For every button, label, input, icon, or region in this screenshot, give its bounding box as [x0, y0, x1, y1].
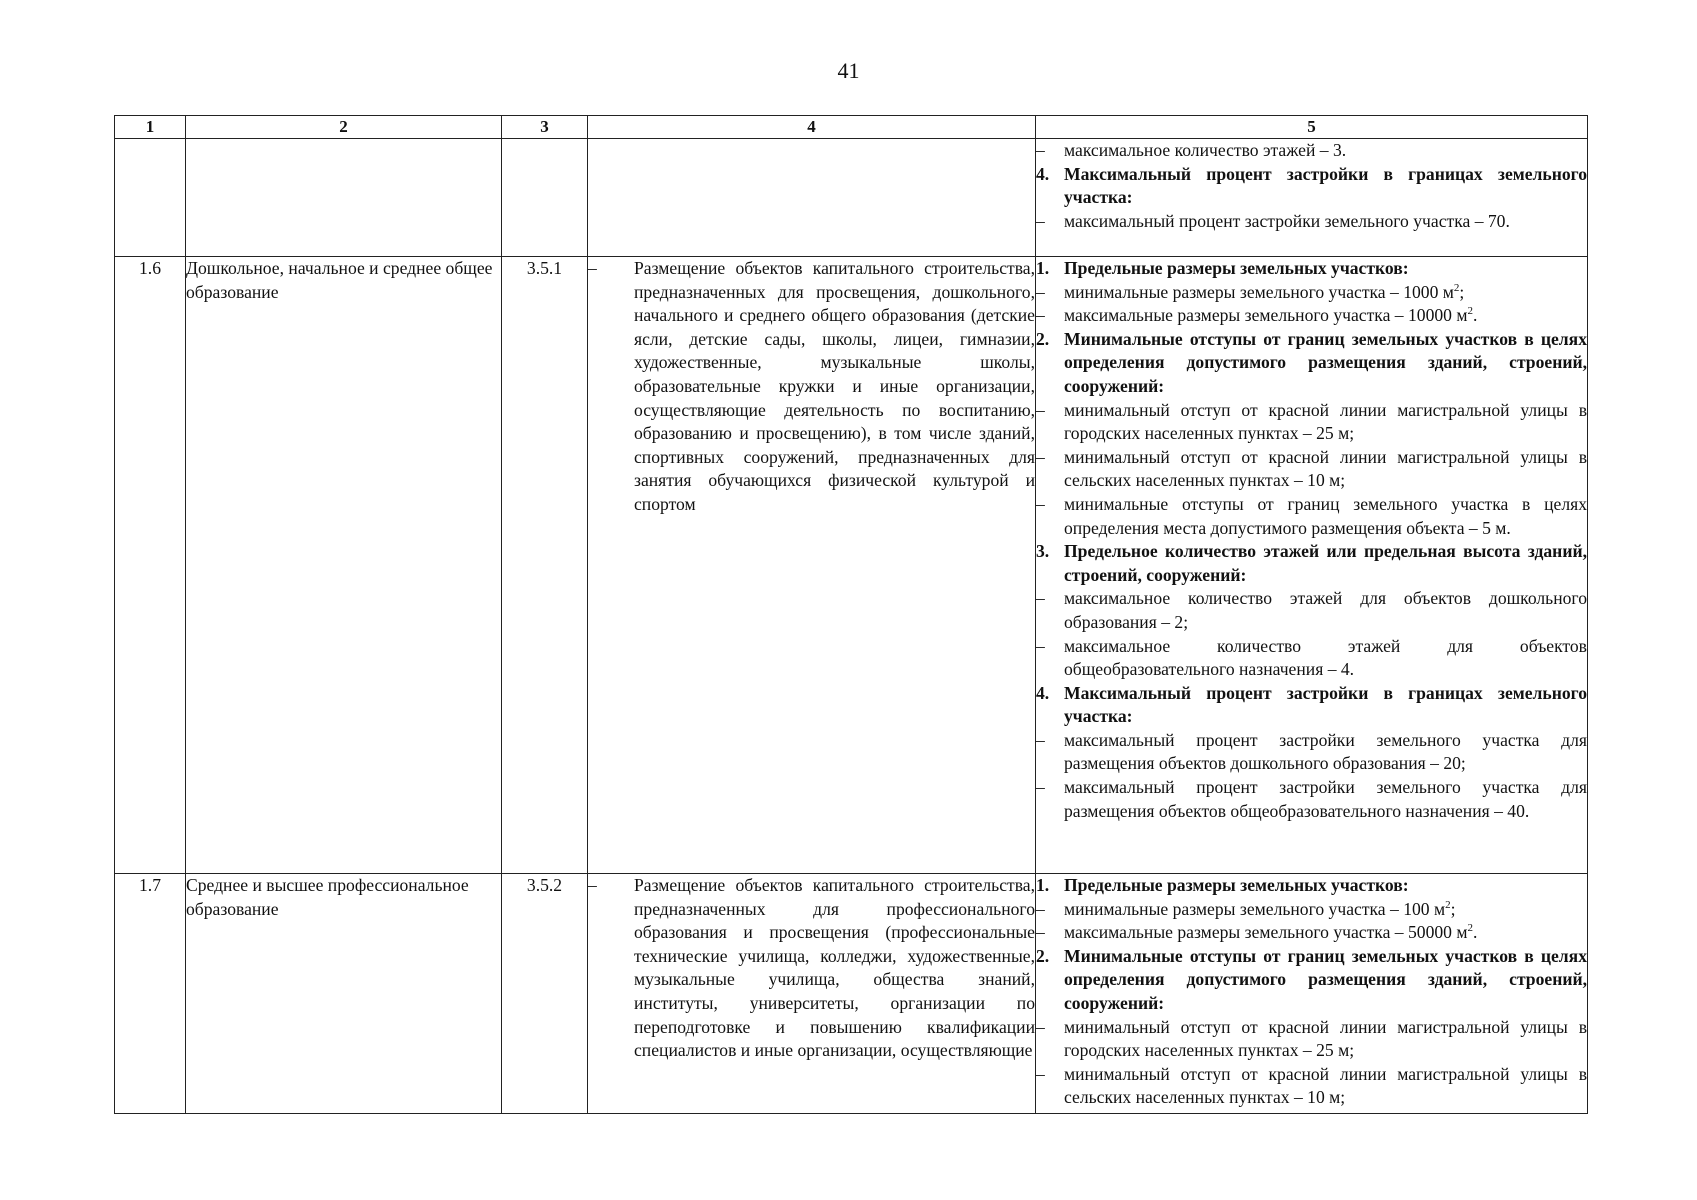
list-text: Предельные размеры земельных участков: [1064, 875, 1409, 895]
list-item [1036, 446, 1587, 493]
list-text: максимальный процент застройки земельного участка – 70. [1064, 210, 1510, 231]
list-text: минимальный отступ от красной линии магистральной улицы в сельских населенных пунктах – 10 м; [1064, 1063, 1587, 1108]
list-item [1036, 1063, 1587, 1110]
list-text: максимальное количество этажей – 3. [1064, 140, 1347, 160]
list-item [1036, 635, 1587, 682]
list-text: Максимальный процент застройки в границах земельного участка: [1064, 163, 1587, 208]
regulations-table [114, 115, 1588, 1114]
list-text: минимальный отступ от красной линии магистральной улицы в сельских населенных пунктах – 10 м; [1064, 446, 1587, 491]
row-description-cell [588, 139, 1036, 257]
list-item [1036, 776, 1587, 823]
list-heading [1036, 682, 1587, 729]
list-item [1036, 729, 1587, 776]
list-item [1036, 921, 1587, 945]
header-col-3: 3 [502, 116, 588, 139]
list-item [1036, 898, 1587, 922]
list-marker: 1. [1036, 258, 1050, 278]
list-marker: – [1036, 1016, 1045, 1037]
header-col-4: 4 [588, 116, 1036, 139]
list-item [1036, 281, 1587, 305]
list-marker: 1. [1036, 875, 1050, 895]
list-marker: 2. [1036, 945, 1050, 966]
list-marker: – [1036, 399, 1045, 420]
row-description-cell [588, 874, 1036, 1114]
list-text: минимальный отступ от красной линии магистральной улицы в городских населенных пунктах – 25 м; [1064, 399, 1587, 444]
list-marker: – [1036, 588, 1045, 609]
list-text: минимальные размеры земельного участка – 1000 $м^2$; [1064, 281, 1465, 302]
row-name-cell: Дошкольное, начальное и среднее общее образование [186, 257, 502, 874]
list-marker: – [1036, 305, 1045, 326]
list-item [1036, 1016, 1587, 1063]
list-text: минимальные размеры земельного участка – 100 $м^2$; [1064, 898, 1456, 919]
list-marker: 2. [1036, 328, 1050, 349]
list-marker: – [1036, 281, 1045, 302]
list-text: максимальные размеры земельного участка – 50000 $м^2$. [1064, 922, 1478, 943]
list-text: Минимальные отступы от границ земельных участков в целях определения допустимого размещения зданий, строений, сооружений: [1064, 328, 1587, 396]
row-number-cell [115, 139, 186, 257]
table-row [115, 874, 1588, 1114]
list-marker: – [1036, 922, 1045, 943]
list-marker: 4. [1036, 682, 1050, 703]
row-parameters-cell [1036, 874, 1588, 1114]
list-marker: – [1036, 210, 1045, 231]
list-marker: – [1036, 446, 1045, 467]
description-text: Размещение объектов капитального строительства, предназначенных для профессионального образования и просвещения (профессиональные технические училища, колледжи, художественные, музыкальные училища, общества знаний, институты, университеты, организации по переподготовке и повышению квалификации специалистов и иные организации, осуществляющие [634, 875, 1035, 1061]
list-heading [1036, 945, 1587, 1016]
row-name-cell [186, 139, 502, 257]
list-item [1036, 210, 1587, 234]
list-marker: 4. [1036, 163, 1050, 184]
list-heading [1036, 874, 1587, 898]
row-parameters-cell [1036, 139, 1588, 257]
list-text: максимальный процент застройки земельного участка для размещения объектов дошкольного образования – 20; [1064, 729, 1587, 774]
header-col-2: 2 [186, 116, 502, 139]
list-heading [1036, 257, 1587, 281]
list-heading [1036, 328, 1587, 399]
row-code-cell [502, 139, 588, 257]
list-text: максимальное количество этажей для объектов общеобразовательного назначения – 4. [1064, 635, 1587, 680]
list-text: максимальное количество этажей для объектов дошкольного образования – 2; [1064, 588, 1587, 632]
row-parameters-cell [1036, 257, 1588, 874]
page-number: 41 [837, 58, 860, 83]
list-item [1036, 139, 1587, 163]
list-text: максимальный процент застройки земельного участка для размещения объектов общеобразовательного назначения – 40. [1064, 777, 1587, 821]
list-marker: – [1036, 898, 1045, 919]
table-row [115, 257, 1588, 874]
list-marker: – [1036, 1063, 1045, 1084]
row-code-cell: 3.5.1 [502, 257, 588, 874]
list-item [1036, 493, 1587, 540]
list-text: максимальные размеры земельного участка – 10000 $м^2$. [1064, 305, 1478, 326]
list-marker: 3. [1036, 541, 1050, 562]
table-row [115, 139, 1588, 257]
list-text: Максимальный процент застройки в границах земельного участка: [1064, 682, 1587, 727]
list-item [1036, 587, 1587, 634]
list-item [1036, 399, 1587, 446]
description-dash: – [588, 258, 597, 278]
list-marker: – [1036, 635, 1045, 656]
row-number-cell: 1.7 [115, 874, 186, 1114]
row-code-cell: 3.5.2 [502, 874, 588, 1114]
header-col-5: 5 [1036, 116, 1588, 139]
list-text: минимальные отступы от границ земельного участка в целях определения места допустимого размещения объекта – 5 м. [1064, 493, 1587, 538]
row-name-cell: Среднее и высшее профессиональное образование [186, 874, 502, 1114]
list-marker: – [1036, 777, 1045, 798]
row-description-cell [588, 257, 1036, 874]
list-text: Предельные размеры земельных участков: [1064, 258, 1409, 278]
list-text: Предельное количество этажей или предельная высота зданий, строений, сооружений: [1064, 541, 1587, 585]
header-col-1: 1 [115, 116, 186, 139]
list-text: Минимальные отступы от границ земельных участков в целях определения допустимого размещения зданий, строений, сооружений: [1064, 945, 1587, 1013]
list-item [1036, 304, 1587, 328]
list-marker: – [1036, 493, 1045, 514]
description-dash: – [588, 875, 597, 895]
row-number-cell: 1.6 [115, 257, 186, 874]
list-heading [1036, 163, 1587, 210]
list-marker: – [1036, 729, 1045, 750]
description-text: Размещение объектов капитального строительства, предназначенных для просвещения, дошкольного, начального и среднего общего образования (детские ясли, детские сады, школы, лицеи, гимназии, художественные, музыкальные школы, образовательные кружки и иные организации, осуществляющие деятельность по воспитанию, образованию и просвещению), в том числе зданий, спортивных сооружений, предназначенных для занятия обучающихся физической культурой и спортом [634, 258, 1035, 514]
header-row [115, 116, 1588, 139]
list-heading [1036, 540, 1587, 587]
list-marker: – [1036, 140, 1045, 160]
list-text: минимальный отступ от красной линии магистральной улицы в городских населенных пунктах – 25 м; [1064, 1016, 1587, 1061]
